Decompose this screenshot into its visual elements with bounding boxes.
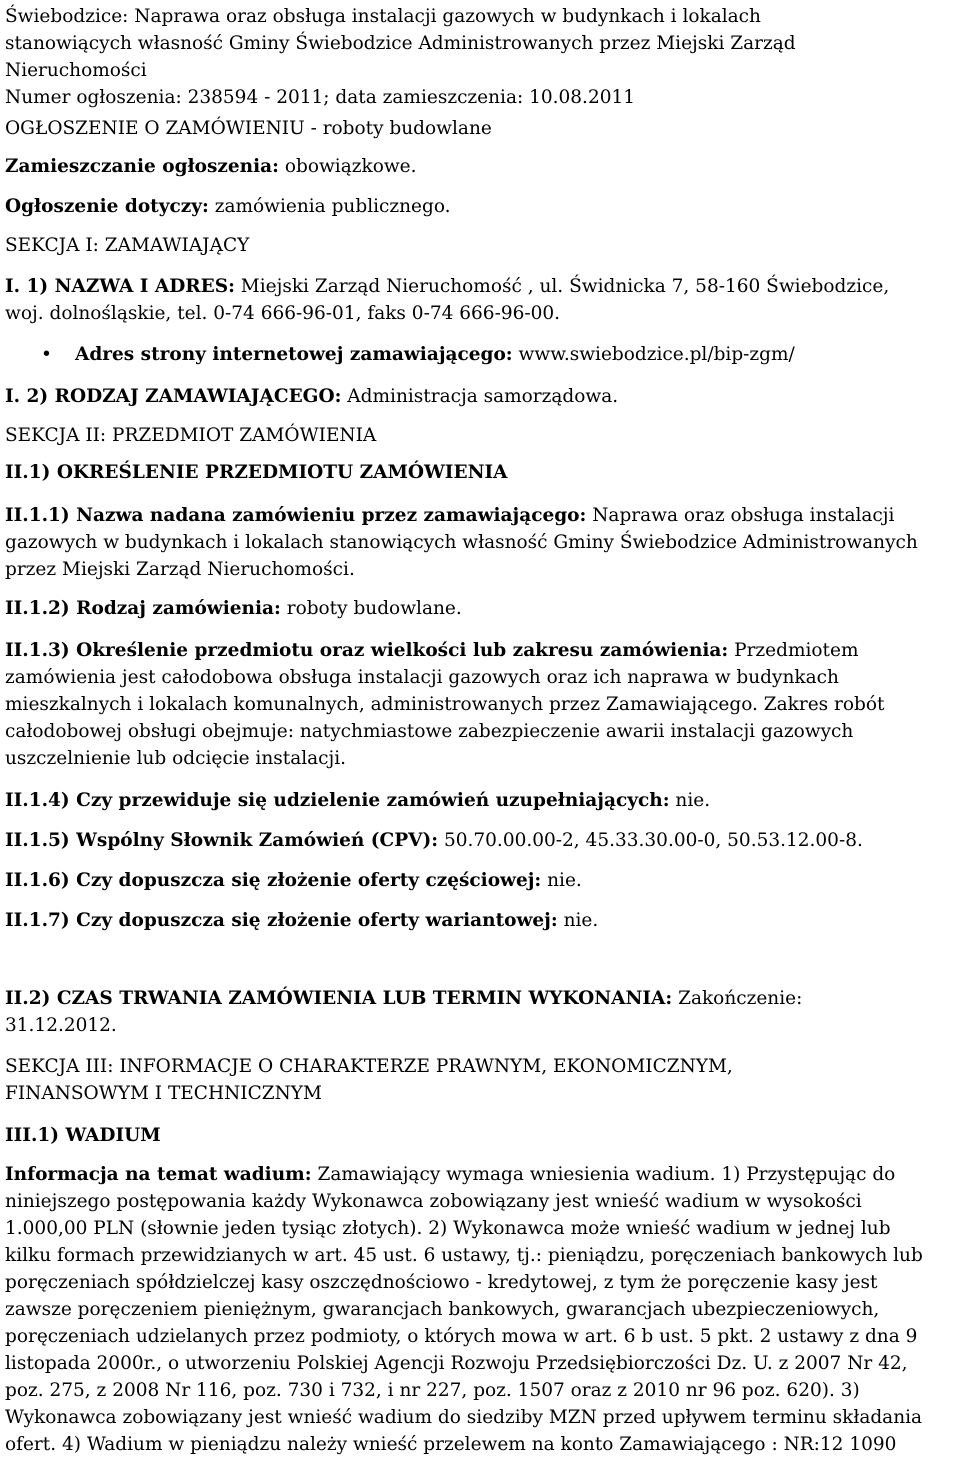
concerns-label: Ogłoszenie dotyczy: [5,196,209,217]
title-line: stanowiących własność Gminy Świebodzice Administrowanych przez Miejski Zarząd [5,33,796,54]
s1-2-value: Administracja samorządowa. [341,386,619,407]
concerns-line [5,196,451,218]
s2-1-heading-text: II.1) OKREŚLENIE PRZEDMIOTU ZAMÓWIENIA [5,462,508,483]
placement-line [5,156,417,178]
section-2-heading: SEKCJA II: PRZEDMIOT ZAMÓWIENIA [5,425,377,446]
s2-2-line [5,988,802,1010]
s2-1-heading [5,462,507,484]
wadium-line-9: poz. 275, z 2008 Nr 116, poz. 730 i 732, i nr 227, poz. 1507 oraz z 2010 nr 96 poz. 620). 3) [5,1380,860,1401]
section-1-heading: SEKCJA I: ZAMAWIAJĄCY [5,235,250,256]
notice-number-line: Numer ogłoszenia: 238594 - 2011; data zamieszczenia: 10.08.2011 [5,87,636,108]
placement-value: obowiązkowe. [278,156,417,177]
s2-1-4-line [5,790,710,812]
wadium-line-10: Wykonawca zobowiązany jest wnieść wadium do siedziby MZN przed upływem terminu składania [5,1407,923,1428]
wadium-value: Zamawiający wymaga wniesienia wadium. 1) Przystępując do [311,1164,896,1185]
s3-1-heading [5,1125,161,1147]
s2-1-6-value: nie. [541,870,582,891]
s2-1-6-line [5,870,582,892]
s2-1-6-label: II.1.6) Czy dopuszcza się złożenie oferty częściowej: [5,870,542,891]
s2-1-4-label: II.1.4) Czy przewiduje się udzielenie zamówień uzupełniających: [5,790,670,811]
website-value: www.swiebodzice.pl/bip-zgm/ [512,344,795,365]
s1-2-line [5,386,618,408]
placement-label: Zamieszczanie ogłoszenia: [5,156,279,177]
section-3-heading: SEKCJA III: INFORMACJE O CHARAKTERZE PRAWNYM, EKONOMICZNYM, [5,1056,733,1077]
s2-1-5-label: II.1.5) Wspólny Słownik Zamówień (CPV): [5,830,439,851]
website-line [75,344,795,366]
s1-1-value: Miejski Zarząd Nieruchomość , ul. Świdnicka 7, 58-160 Świebodzice, [234,276,890,297]
s1-2-label: I. 2) RODZAJ ZAMAWIAJĄCEGO: [5,386,342,407]
s2-1-7-value: nie. [557,910,599,931]
s2-1-2-line [5,598,462,620]
s2-1-1-line [5,505,894,527]
s2-1-1-line-3: przez Miejski Zarząd Nieruchomości. [5,559,355,580]
wadium-line-4: kilku formach przewidzianych w art. 45 ust. 6 ustawy, tj.: pieniądzu, poręczeniach bankowych lub [5,1245,923,1266]
wadium-line-6: zawsze poręczeniem pieniężnym, gwarancjach bankowych, gwarancjach ubezpieczeniowych, [5,1299,880,1320]
wadium-line-8: listopada 2000r., o utworzeniu Polskiej Agencji Rozwoju Przedsiębiorczości Dz. U. z 2007 Nr 42, [5,1353,908,1374]
wadium-label: Informacja na temat wadium: [5,1164,312,1185]
s2-1-1-value: Naprawa oraz obsługa instalacji [586,505,895,526]
title-line: Świebodzice: Naprawa oraz obsługa instalacji gazowych w budynkach i lokalach [5,6,761,27]
s2-1-2-label: II.1.2) Rodzaj zamówienia: [5,598,281,619]
concerns-value: zamówienia publicznego. [208,196,451,217]
s1-1-line [5,276,889,298]
s2-1-3-value: Przedmiotem [728,640,859,661]
s2-1-1-line-2: gazowych w budynkach i lokalach stanowiących własność Gminy Świebodzice Administrowanych [5,532,918,553]
wadium-line-2: niniejszego postępowania każdy Wykonawca zobowiązany jest wnieść wadium w wysokości [5,1191,862,1212]
notice-type: OGŁOSZENIE O ZAMÓWIENIU - roboty budowlane [5,118,492,139]
s2-1-7-label: II.1.7) Czy dopuszcza się złożenie oferty wariantowej: [5,910,558,931]
s2-1-4-value: nie. [669,790,711,811]
s2-1-1-label: II.1.1) Nazwa nadana zamówieniu przez zamawiającego: [5,505,587,526]
s2-1-7-line [5,910,598,932]
title-line: Nieruchomości [5,60,147,81]
s2-1-3-label: II.1.3) Określenie przedmiotu oraz wielkości lub zakresu zamówienia: [5,640,729,661]
wadium-line-5: poręczeniach spółdzielczej kasy oszczędnościowo - kredytowej, z tym że poręczenie kasy jest [5,1272,878,1293]
wadium-line-11: ofert. 4) Wadium w pieniądzu należy wnieść przelewem na konto Zamawiającego : NR:12 1090 [5,1434,897,1455]
bullet-icon: • [41,344,52,365]
s2-2-label: II.2) CZAS TRWANIA ZAMÓWIENIA LUB TERMIN WYKONANIA: [5,988,673,1009]
s2-2-date: 31.12.2012. [5,1015,117,1036]
s3-1-heading-text: III.1) WADIUM [5,1125,161,1146]
s1-1-line-2: woj. dolnośląskie, tel. 0-74 666-96-01, faks 0-74 666-96-00. [5,303,561,324]
website-label: Adres strony internetowej zamawiającego: [75,344,513,365]
wadium-line-7: poręczeniach udzielanych przez podmioty, o których mowa w art. 6 b ust. 5 pkt. 2 ustawy z dna 9 [5,1326,918,1347]
wadium-line-3: 1.000,00 PLN (słownie jeden tysiąc złotych). 2) Wykonawca może wnieść wadium w jednej lub [5,1218,891,1239]
s2-1-3-line-5: uszczelnienie lub odcięcie instalacji. [5,748,347,769]
s2-2-value: Zakończenie: [672,988,803,1009]
s2-1-3-line [5,640,858,662]
s2-1-3-line-2: zamówienia jest całodobowa obsługa instalacji gazowych oraz ich naprawa w budynkach [5,667,839,688]
s2-1-3-line-4: całodobowej obsługi obejmuje: natychmiastowe zabezpieczenie awarii instalacji gazowych [5,721,854,742]
s2-1-2-value: roboty budowlane. [280,598,462,619]
s2-1-5-value: 50.70.00.00-2, 45.33.30.00-0, 50.53.12.00-8. [438,830,863,851]
wadium-line [5,1164,895,1186]
section-3-heading-2: FINANSOWYM I TECHNICZNYM [5,1083,322,1104]
s2-1-3-line-3: mieszkalnych i lokalach komunalnych, administrowanych przez Zamawiającego. Zakres robót [5,694,885,715]
s2-1-5-line [5,830,863,852]
s1-1-label: I. 1) NAZWA I ADRES: [5,276,235,297]
